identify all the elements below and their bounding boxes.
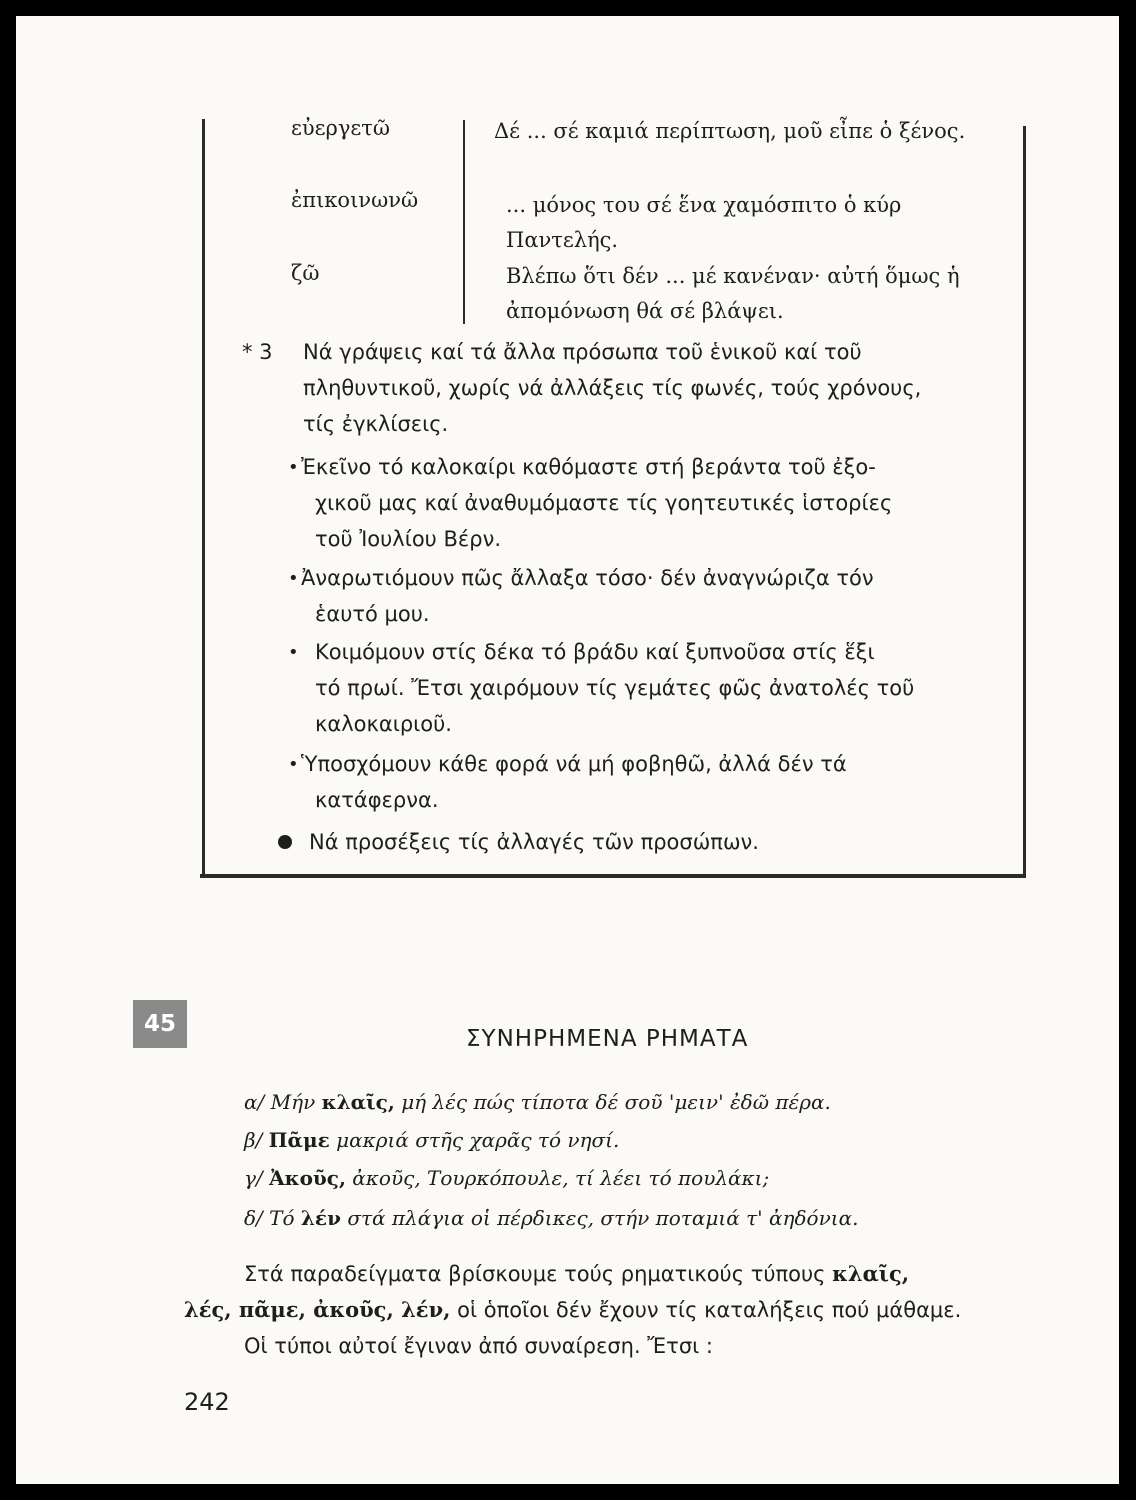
paragraph-text: Στά παραδείγματα βρίσκουμε τούς ρηματικούς τύπους [244, 1262, 826, 1286]
item-line: Ἐκεῖνο τό καλοκαίρι καθόμαστε στή βεράντα τοῦ ἐξο- [301, 455, 876, 479]
example-label: β/ [244, 1128, 263, 1152]
example-pre: Τό [269, 1206, 295, 1230]
paragraph-text: οἱ ὁποῖοι δέν ἔχουν τίς καταλήξεις πού μάθαμε. [457, 1298, 962, 1322]
exercise-instruction [303, 334, 1023, 442]
example-post: στά πλάγια οἱ πέρδικες, στήν ποταμιά τ' ἀηδόνια. [347, 1206, 859, 1230]
item-line: Κοιμόμουν στίς δέκα τό βράδυ καί ξυπνοῦσα στίς ἕξι [315, 640, 875, 664]
item-bullet: • [288, 568, 299, 589]
example-bold: Πᾶμε [268, 1128, 330, 1152]
example-line [244, 1166, 769, 1190]
paragraph-line [184, 1292, 1034, 1328]
paragraph-line [244, 1256, 1034, 1292]
exercise-item [301, 449, 1023, 557]
table-sentence: ... μόνος του σέ ἕνα χαμόσπιτο ὁ κύρ Παντελής. [506, 193, 902, 252]
table-sentence: Δέ ... σέ καμιά περίπτωση, μοῦ εἶπε ὁ ξένος. [494, 119, 966, 143]
table-verb: εὐεργετῶ [291, 116, 391, 140]
item-line: τό πρωί. Ἔτσι χαιρόμουν τίς γεμάτες φῶς ἀνατολές τοῦ [315, 676, 915, 700]
exercise-item [301, 560, 1023, 632]
table-column-divider [463, 120, 465, 324]
exercise-marker: * 3 [242, 340, 273, 364]
item-line: ἑαυτό μου. [315, 602, 430, 626]
example-line [244, 1128, 619, 1152]
example-bold: λέν [300, 1206, 341, 1230]
instruction-line: πληθυντικοῦ, χωρίς νά ἀλλάξεις τίς φωνές, τούς χρόνους, [303, 376, 922, 400]
example-bold: κλαῖς, [321, 1090, 395, 1114]
table-sentence: Βλέπω ὅτι δέν ... μέ κανέναν· αὐτή ὅμως ἡ ἀπομόνωση θά σέ βλάψει. [506, 264, 960, 323]
table-verb: ζῶ [291, 261, 320, 285]
section-title: ΣΥΝΗΡΗΜΕΝΑ ΡΗΜΑΤΑ [466, 1026, 749, 1052]
item-line: χικοῦ μας καί ἀναθυμόμαστε τίς γοητευτικές ἱστορίες [315, 491, 893, 515]
item-line: Ὑποσχόμουν κάθε φορά νά μή φοβηθῶ, ἀλλά δέν τά [301, 752, 847, 776]
item-line: Ἀναρωτιόμουν πῶς ἄλλαξα τόσο· δέν ἀναγνώριζα τόν [301, 566, 874, 590]
example-post: ἀκοῦς, Τουρκόπουλε, τί λέει τό πουλάκι; [352, 1166, 770, 1190]
example-line [244, 1206, 858, 1230]
item-bullet: • [288, 642, 299, 663]
example-pre: Μήν [270, 1090, 316, 1114]
note-bullet-icon [278, 835, 292, 849]
item-line: καλοκαιριοῦ. [315, 712, 452, 736]
exercise-item [301, 746, 1023, 818]
paragraph-bold: λές, πᾶμε, ἀκοῦς, λέν, [184, 1297, 451, 1322]
item-bullet: • [288, 457, 299, 478]
exercise-item [301, 634, 1023, 742]
box-left-border [202, 119, 205, 875]
example-line [244, 1090, 831, 1114]
paragraph-line: Οἱ τύποι αὐτοί ἔγιναν ἀπό συναίρεση. Ἔτσι : [244, 1334, 713, 1358]
example-label: α/ [244, 1090, 265, 1114]
paragraph-bold: κλαῖς, [832, 1261, 910, 1286]
item-line: τοῦ Ἰουλίου Βέρν. [315, 527, 501, 551]
item-line: κατάφερνα. [315, 788, 439, 812]
example-bold: Ἀκοῦς, [269, 1166, 346, 1190]
instruction-line: Νά γράψεις καί τά ἄλλα πρόσωπα τοῦ ἑνικοῦ καί τοῦ [303, 340, 862, 364]
example-post: μή λές πώς τίποτα δέ σοῦ 'μειν' ἐδῶ πέρα. [401, 1090, 831, 1114]
box-right-border [1023, 126, 1026, 878]
item-bullet: • [288, 754, 299, 775]
page-number: 242 [184, 1388, 230, 1416]
example-label: γ/ [244, 1166, 263, 1190]
book-page [16, 16, 1119, 1484]
lesson-number-badge: 45 [133, 1000, 187, 1048]
table-verb: ἐπικοινωνῶ [291, 188, 419, 212]
explanation-paragraph [184, 1256, 1034, 1364]
box-bottom-border [200, 874, 1026, 878]
example-label: δ/ [244, 1206, 263, 1230]
example-post: μακριά στῆς χαρᾶς τό νησί. [336, 1128, 620, 1152]
instruction-line: τίς ἐγκλίσεις. [303, 412, 449, 436]
exercise-note: Νά προσέξεις τίς ἀλλαγές τῶν προσώπων. [309, 830, 759, 854]
